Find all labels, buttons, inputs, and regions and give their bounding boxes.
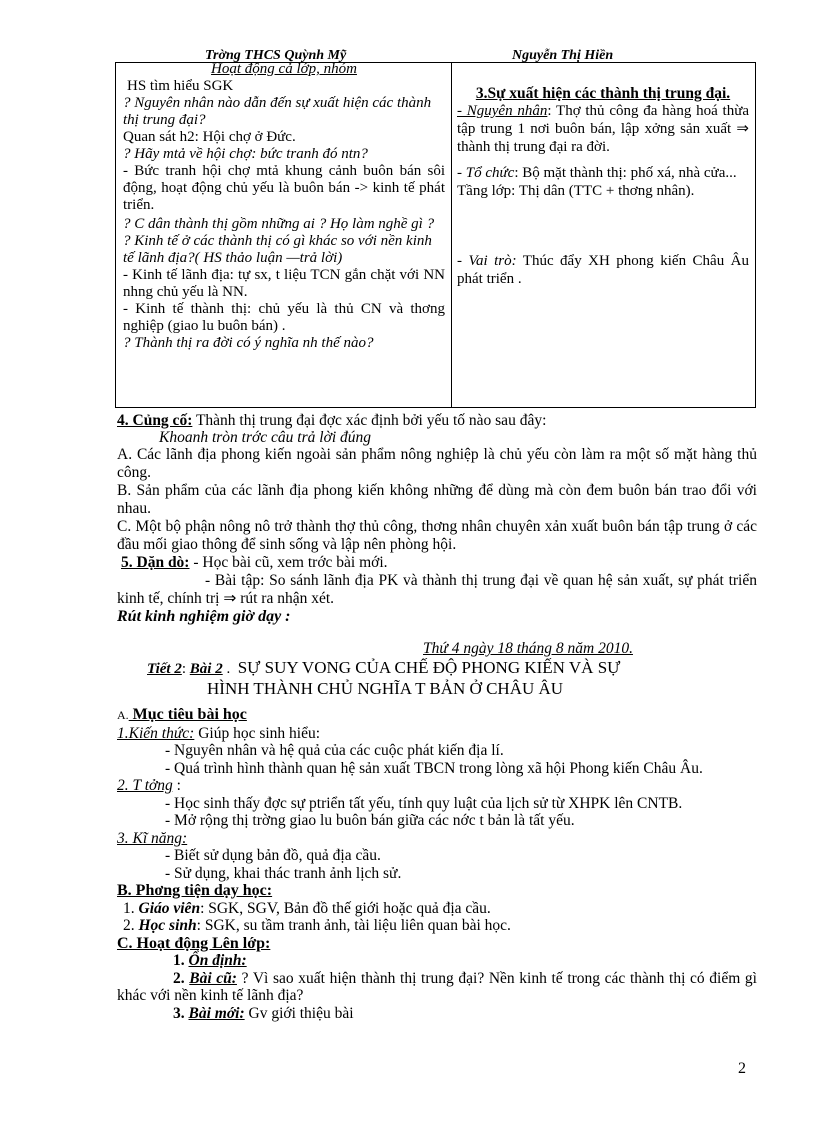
teacher-header: Nguyễn Thị Hiền	[512, 48, 614, 63]
title-line-1: SỰ SUY VONG CỦA CHẾ ĐỘ PHONG KIẾN VÀ SỰ	[237, 658, 621, 677]
class-text: Tầng lớp: Thị dân (TTC + thơng nhân).	[457, 183, 695, 199]
activities-heading: C. Hoạt động Lên lớp:	[117, 934, 271, 952]
content-column	[452, 63, 755, 407]
lesson-date: Thứ 4 ngày 18 tháng 8 năm 2010.	[423, 640, 633, 657]
option-b: B. Sản phẩm của các lãnh địa phong kiến không những để dùng mà còn đem buôn bán trao đổi với nhau.	[117, 482, 757, 517]
means-heading: B. Phơng tiện dạy học:	[117, 882, 273, 899]
organization-text: - Tổ chức: Bộ mặt thành thị: phố xá, nhà cửa...	[457, 165, 737, 181]
review-section	[117, 412, 757, 626]
lesson-title: Tiết 2: Bài 2 . SỰ SUY VONG CỦA CHẾ ĐỘ PHONG KIẾN VÀ SỰ HÌNH THÀNH CHỦ NGHĨA T BẢN Ở CHÂU ÂU	[147, 658, 757, 698]
cause-text: - Nguyên nhân: Thợ thủ công đa hàng hoá thừa tập trung 1 nơi buôn bán, lập xởng sản xuất ⇒ thành thị trung đại ra đời.	[457, 103, 749, 155]
skills-line: 3. Kĩ năng:	[117, 829, 188, 847]
homework-line: 5. Dặn dò: - Học bài cũ, xem trớc bài mới.	[121, 554, 388, 571]
option-c: C. Một bộ phận nông nô trở thành thợ thủ công, thơng nhân chuyên xản xuất buôn bán tập trung ở các đầu mối giao thông để sinh sống và lập nên phòng hội.	[117, 518, 757, 553]
activity-column	[116, 63, 452, 407]
homework-exercise: - Bài tập: So sánh lãnh địa PK và thành thị trung đại về quan hệ sản xuất, sự phát triển kinh tế, chính trị ⇒ rút ra nhận xét.	[117, 572, 757, 607]
left-line: HS tìm hiểu SGK	[127, 78, 234, 94]
skills-item: - Biết sử dụng bản đồ, quả địa cầu.	[165, 847, 381, 864]
lesson-table	[115, 62, 756, 408]
left-question: ? Nguyên nhân nào dẫn đến sự xuất hiện các thành thị trung đại?	[123, 95, 432, 128]
school-header: Trờng THCS Quỳnh Mỹ	[205, 48, 347, 63]
left-question: ? Hãy mtả về hội chợ: bức tranh đó ntn?	[123, 146, 368, 162]
left-line: - Kinh tế thành thị: chủ yếu là thủ CN và thơng nghiệp (giao lu buôn bán) .	[123, 301, 445, 334]
left-question: ? Thành thị ra đời có ý nghĩa nh thế nào?	[123, 335, 374, 351]
knowledge-item: - Nguyên nhân và hệ quả của các cuộc phát kiến địa lí.	[165, 742, 504, 759]
teacher-means: 1. Giáo viên: SGK, SGV, Bản đồ thế giới hoặc quả địa cầu.	[123, 899, 491, 917]
left-line: Quan sát h2: Hội chợ ở Đức.	[123, 129, 296, 145]
attitude-item: - Mở rộng thị trờng giao lu buôn bán giữa các nớc t bản là tất yếu.	[165, 812, 575, 829]
left-line: - Bức tranh hội chợ mtả khung cảnh buôn bán sôi động, hoạt động chủ yếu là buôn bán -> kinh tế phát triển.	[123, 163, 445, 213]
step-1: 1. Ổn định:	[173, 952, 247, 969]
objectives-section	[117, 706, 757, 1022]
role-text: - Vai trò: Thúc đẩy XH phong kiến Châu Âu phát triển .	[457, 253, 749, 287]
section-heading: 3.Sự xuất hiện các thành thị trung đại.	[475, 85, 731, 102]
attitude-line: 2. T tởng :	[117, 777, 181, 794]
left-line: - Kinh tế lãnh địa: tự sx, t liệu TCN gắn chặt với NN nhng chủ yếu là NN.	[123, 267, 445, 300]
attitude-item: - Học sinh thấy đợc sự ptriển tất yếu, tính quy luật của lịch sử từ XHPK lên CNTB.	[165, 794, 683, 812]
left-question: ? Kinh tế ở các thành thị có gì khác so với nền kinh tế lãnh địa?( HS thảo luận —trả lời)	[123, 233, 432, 266]
knowledge-item: - Quá trình hình thành quan hệ sản xuất TBCN trong lòng xã hội Phong kiến Châu Âu.	[165, 759, 703, 777]
page-number: 2	[738, 1060, 746, 1077]
student-means: 2. Học sinh: SGK, su tầm tranh ảnh, tài liệu liên quan bài học.	[123, 917, 511, 934]
step-2: 2. Bài cũ: ? Vì sao xuất hiện thành thị trung đại? Nền kinh tế trong các thành thị có điểm gì khác với nền kinh tế lãnh địa?	[117, 969, 757, 1004]
review-instruction: Khoanh tròn trớc câu trả lời đúng	[159, 429, 372, 446]
step-3: 3. Bài mới: Gv giới thiệu bài	[173, 1004, 354, 1022]
review-line: 4. Củng cố: Thành thị trung đại đợc xác định bởi yếu tố nào sau đây:	[117, 412, 547, 429]
skills-item: - Sử dụng, khai thác tranh ảnh lịch sử.	[165, 864, 402, 882]
option-a: A. Các lãnh địa phong kiến ngoài sản phẩm nông nghiệp là chủ yếu còn làm ra một số mặt hàng thủ công.	[117, 446, 757, 481]
knowledge-line: 1.Kiến thức: Giúp học sinh hiểu:	[117, 724, 321, 742]
activity-title: Hoạt động cả lớp, nhóm	[211, 61, 357, 77]
experience-note: Rút kinh nghiệm giờ dạy :	[117, 608, 291, 625]
objectives-heading: A. Mục tiêu bài học	[117, 706, 247, 723]
title-line-2: HÌNH THÀNH CHỦ NGHĨA T BẢN Ở CHÂU ÂU	[207, 679, 564, 698]
left-question: ? C dân thành thị gồm những ai ? Họ làm nghề gì ?	[123, 216, 435, 232]
